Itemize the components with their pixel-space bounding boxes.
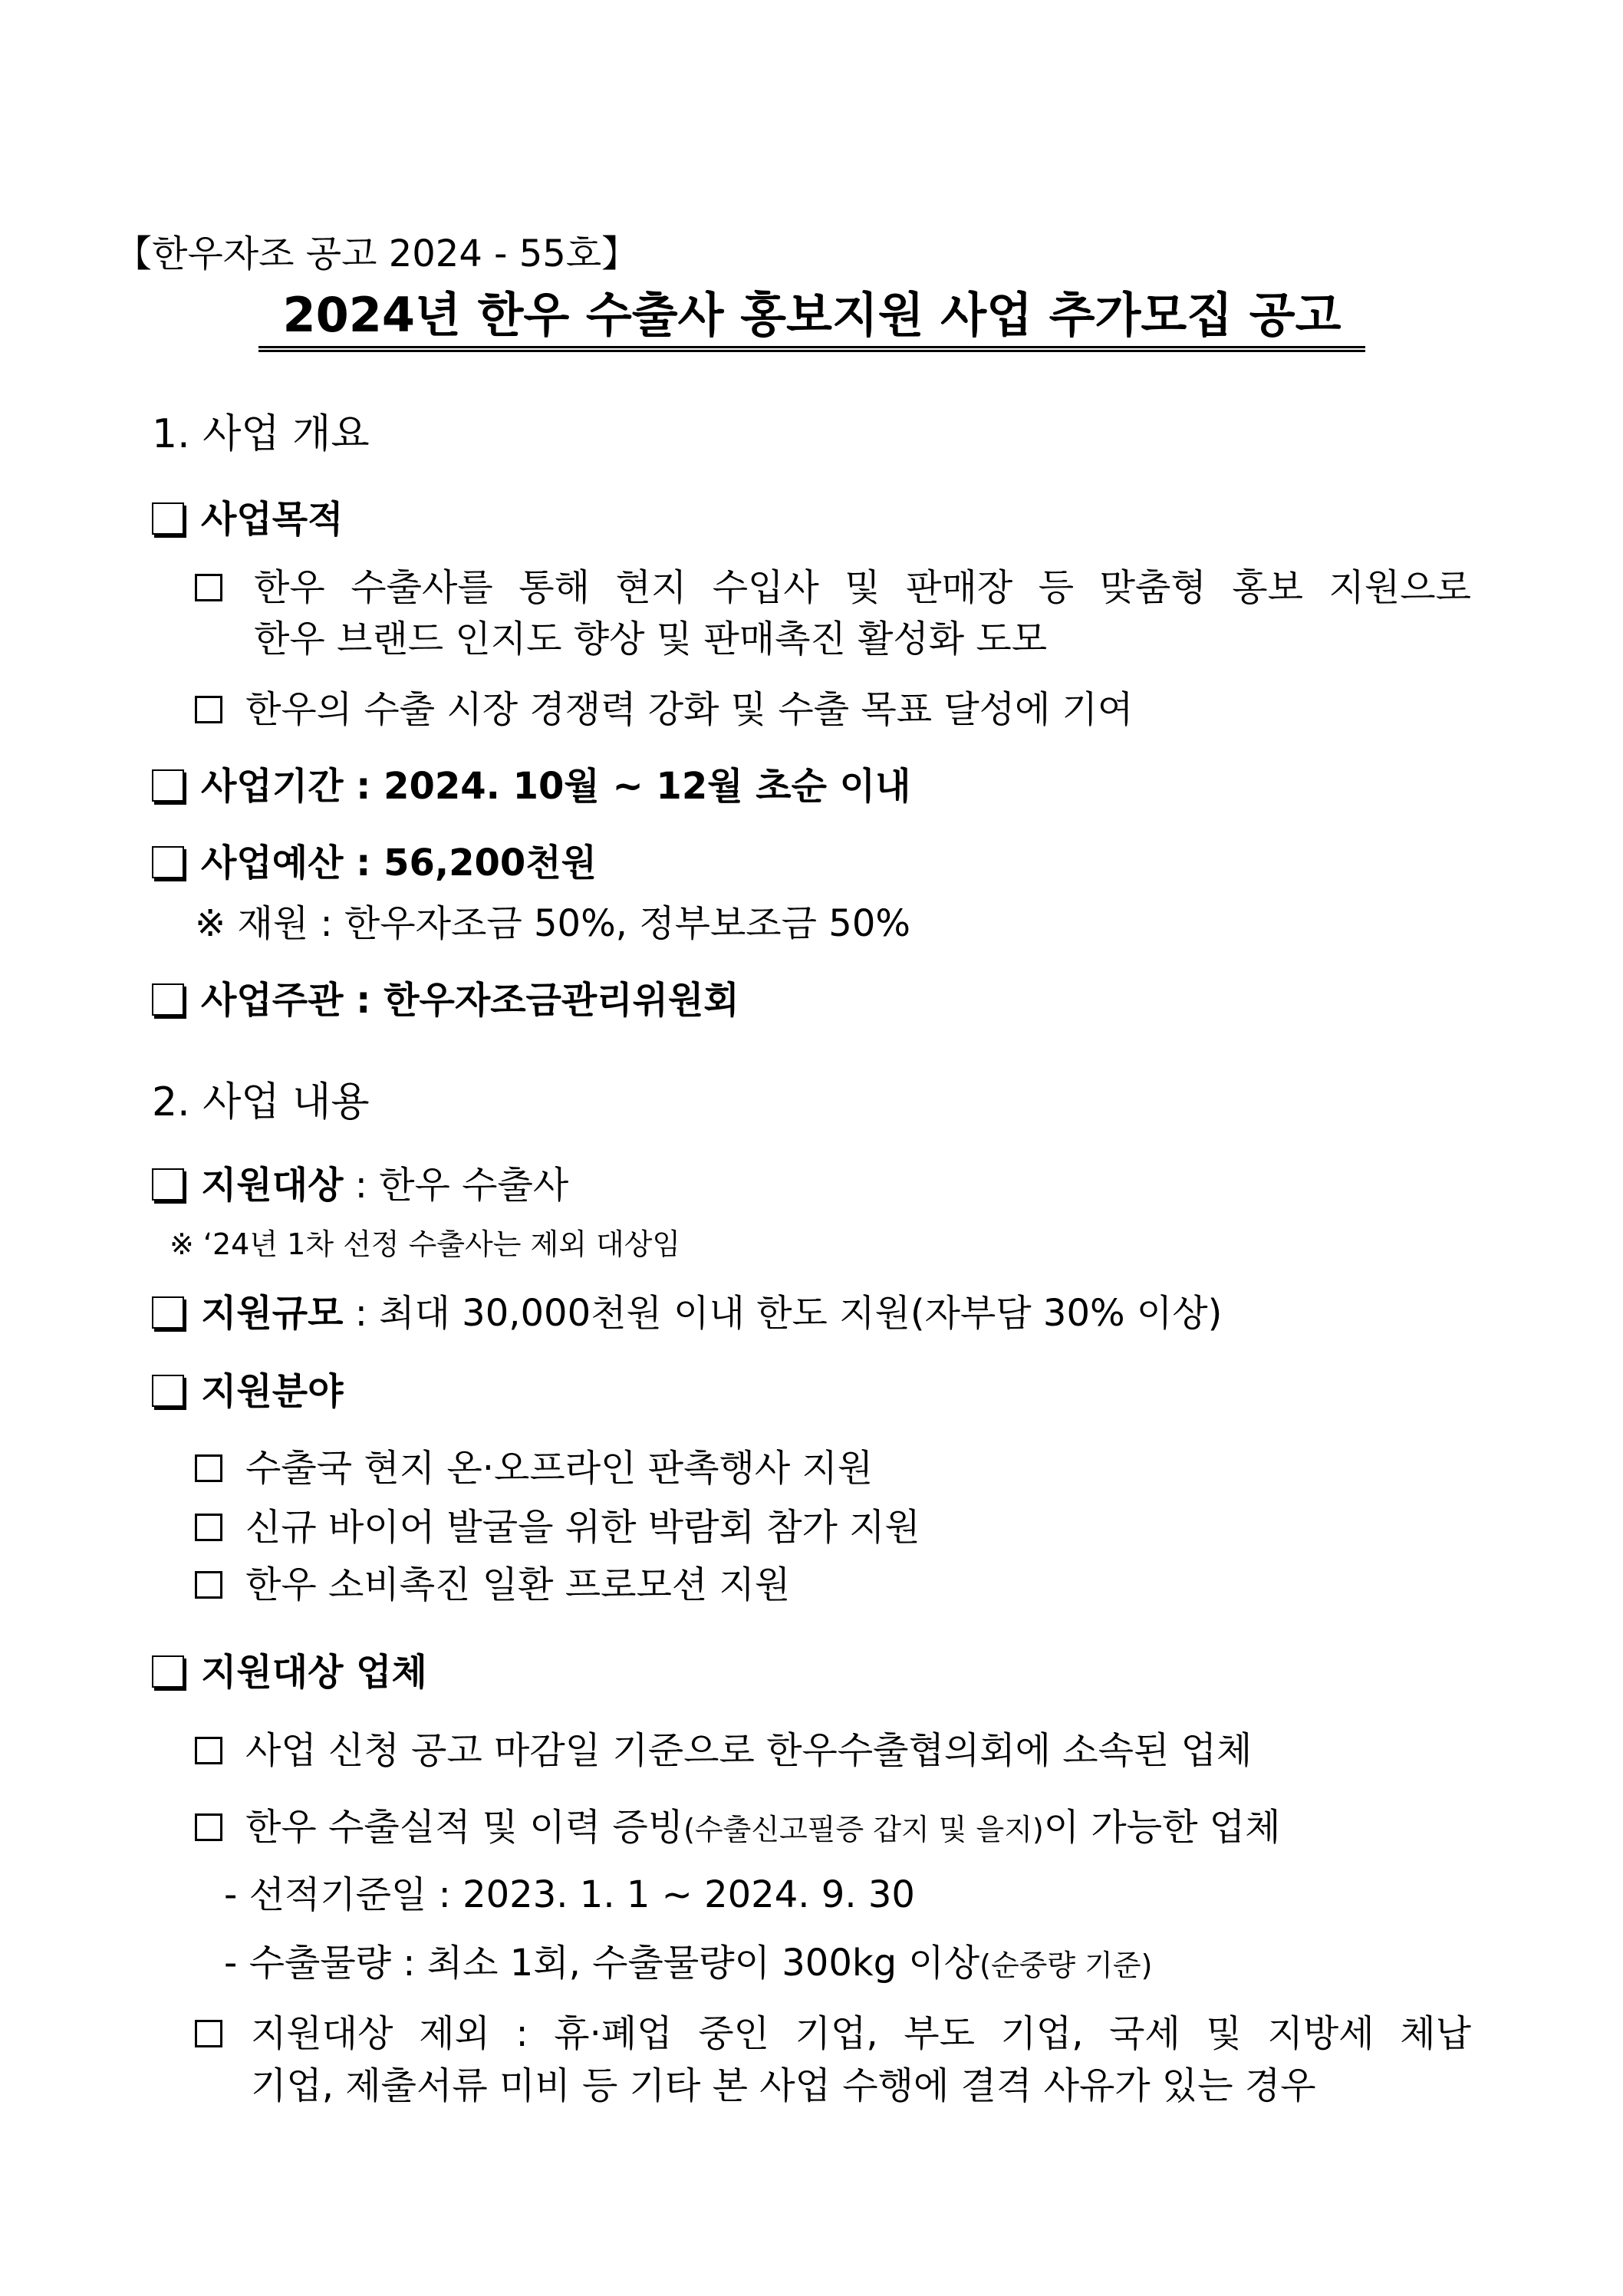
- field-item: [195, 1504, 920, 1550]
- eligible-item-1-text: 사업 신청 공고 마감일 기준으로 한우수출협의회에 소속된 업체: [245, 1729, 1253, 1772]
- purpose-item-2: [195, 687, 1133, 733]
- bullet-box-icon: [195, 1737, 222, 1764]
- shipment-date: - 선적기준일 : 2023. 1. 1 ~ 2024. 9. 30: [224, 1873, 915, 1916]
- eligible-heading: [152, 1649, 427, 1695]
- field-text: 한우 소비촉진 일환 프로모션 지원: [245, 1563, 791, 1606]
- notice-number: 【한우자조 공고 2024 - 55호】: [115, 232, 639, 275]
- purpose-item-1: 한우 수출사를 통해 현지 수입사 및 판매장 등 맞춤형 홍보 지원으로: [254, 566, 1471, 609]
- checkbox-icon: [152, 1655, 184, 1688]
- field-text: 신규 바이어 발굴을 위한 박람회 참가 지원: [245, 1506, 920, 1549]
- eligible-label: 지원대상 업체: [201, 1651, 427, 1694]
- period-text: 사업기간 : 2024. 10월 ~ 12월 초순 이내: [201, 765, 911, 808]
- budget: [152, 840, 597, 886]
- bullet-box-icon: [195, 1454, 222, 1482]
- target-note: ※ ‘24년 1차 선정 수출사는 제외 대상임: [170, 1227, 681, 1261]
- checkbox-icon: [152, 769, 184, 802]
- period: [152, 763, 911, 809]
- exclusion-line-2: 기업, 제출서류 미비 등 기타 본 사업 수행에 결격 사유가 있는 경우: [251, 2064, 1316, 2107]
- bullet-box-icon: [195, 565, 245, 611]
- checkbox-icon: [152, 502, 184, 535]
- exclusion-line-1: 지원대상 제외 : 휴·폐업 중인 기업, 부도 기업, 국세 및 지방세 체납: [251, 2012, 1471, 2055]
- target: [152, 1162, 568, 1208]
- checkbox-icon: [152, 1296, 184, 1329]
- bullet-box-icon: [195, 1571, 222, 1599]
- organizer: [152, 977, 739, 1023]
- budget-note: ※ 재원 : 한우자조금 50%, 정부보조금 50%: [195, 902, 910, 945]
- checkbox-icon: [152, 1375, 184, 1407]
- purpose-label: 사업목적: [201, 498, 344, 541]
- budget-text: 사업예산 : 56,200천원: [201, 842, 598, 884]
- export-volume-text: - 수출물량 : 최소 1회, 수출물량이 300kg 이상: [224, 1942, 980, 1985]
- checkbox-icon: [152, 846, 184, 878]
- target-value: : 한우 수출사: [343, 1164, 569, 1207]
- field-item: [195, 1562, 790, 1608]
- eligible-item-2-paren: (수출신고필증 갑지 및 을지): [683, 1813, 1044, 1846]
- scale-value: : 최대 30,000천원 이내 한도 지원(자부담 30% 이상): [343, 1292, 1223, 1335]
- scale-label: 지원규모: [201, 1292, 344, 1335]
- eligible-item-2-tail: 이 가능한 업체: [1043, 1806, 1281, 1849]
- checkbox-icon: [152, 983, 184, 1016]
- section-1-heading: 1. 사업 개요: [152, 411, 370, 457]
- organizer-text: 사업주관 : 한우자조금관리위원회: [201, 979, 739, 1022]
- purpose-item-2-text: 한우의 수출 시장 경쟁력 강화 및 수출 목표 달성에 기여: [245, 688, 1134, 731]
- export-volume-paren: (순중량 기준): [979, 1948, 1153, 1982]
- fields-label: 지원분야: [201, 1370, 344, 1413]
- eligible-item-2: [195, 1804, 1281, 1853]
- purpose-item-1-cont: 한우 브랜드 인지도 향상 및 판매촉진 활성화 도모: [254, 618, 1048, 660]
- bullet-box-icon: [195, 2011, 245, 2057]
- field-item: [195, 1445, 873, 1491]
- checkbox-icon: [152, 1168, 184, 1201]
- export-volume: [224, 1940, 1152, 1988]
- purpose-heading: [152, 496, 343, 542]
- eligible-item-2-text: 한우 수출실적 및 이력 증빙: [245, 1806, 684, 1849]
- scale: [152, 1290, 1222, 1336]
- bullet-box-icon: [195, 696, 222, 723]
- page-title: 2024년 한우 수출사 홍보지원 사업 추가모집 공고: [258, 288, 1365, 352]
- bullet-box-icon: [195, 1514, 222, 1541]
- fields-heading: [152, 1369, 343, 1415]
- target-label: 지원대상: [201, 1164, 344, 1207]
- field-text: 수출국 현지 온·오프라인 판촉행사 지원: [245, 1447, 874, 1490]
- bullet-box-icon: [195, 1813, 222, 1841]
- eligible-item-1: [195, 1728, 1252, 1774]
- section-2-heading: 2. 사업 내용: [152, 1079, 370, 1125]
